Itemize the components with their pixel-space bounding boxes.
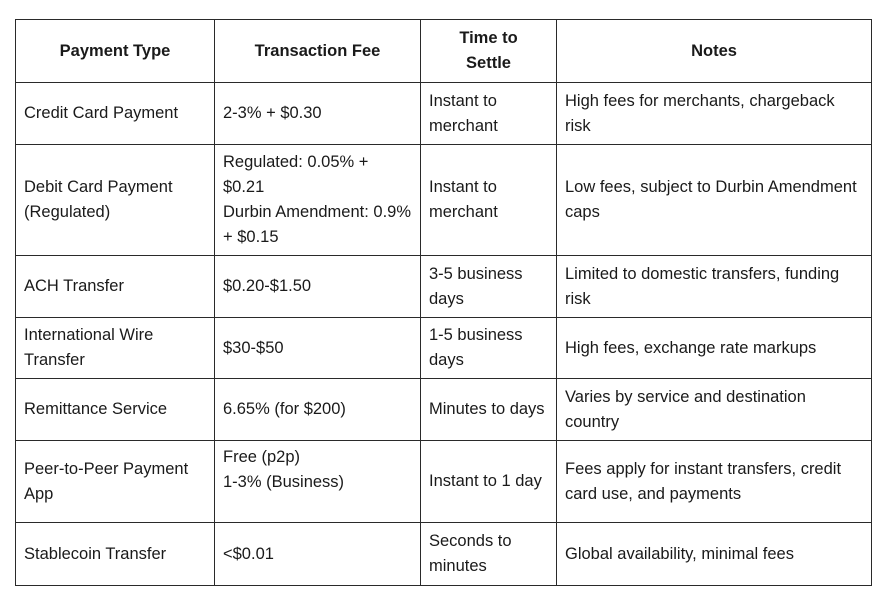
table-row (16, 256, 872, 318)
header-payment-type: Payment Type (16, 20, 215, 83)
table-row (16, 379, 872, 441)
notes-cell: Low fees, subject to Durbin Amendment caps (557, 145, 872, 256)
settle-time-cell: Instant to merchant (421, 145, 557, 256)
settle-time-cell: 3-5 business days (421, 256, 557, 318)
fee-line: 1-3% (Business) (223, 473, 345, 491)
fee-line: 6.65% (for $200) (223, 400, 346, 418)
fee-line: Regulated: 0.05% + $0.21 (223, 153, 369, 196)
transaction-fee-cell (215, 256, 421, 318)
notes-cell: Limited to domestic transfers, funding risk (557, 256, 872, 318)
payment-type-cell: Stablecoin Transfer (16, 523, 215, 586)
notes-cell: High fees, exchange rate markups (557, 318, 872, 379)
table-row (16, 145, 872, 256)
fee-line: <$0.01 (223, 544, 274, 563)
settle-time-cell: 1-5 business days (421, 318, 557, 379)
transaction-fee-cell (215, 523, 421, 586)
transaction-fee-cell (215, 145, 421, 256)
transaction-fee-cell (215, 83, 421, 145)
table-row (16, 83, 872, 145)
header-time-to-settle: Time to Settle (421, 20, 557, 83)
transaction-fee-cell (215, 441, 421, 523)
settle-time-cell: Instant to merchant (421, 83, 557, 145)
table-row (16, 523, 872, 586)
notes-cell: Fees apply for instant transfers, credit card use, and payments (557, 441, 872, 523)
header-notes: Notes (557, 20, 872, 83)
notes-cell: Global availability, minimal fees (557, 523, 872, 586)
fee-line: 2-3% + $0.30 (223, 104, 322, 122)
header-row (16, 20, 872, 83)
transaction-fee-cell (215, 379, 421, 441)
payment-type-cell: Debit Card Payment (Regulated) (16, 145, 215, 256)
transaction-fee-cell (215, 318, 421, 379)
payment-comparison-table (15, 19, 872, 586)
notes-cell: High fees for merchants, chargeback risk (557, 83, 872, 145)
payment-type-cell: ACH Transfer (16, 256, 215, 318)
notes-cell: Varies by service and destination country (557, 379, 872, 441)
payment-type-cell: International Wire Transfer (16, 318, 215, 379)
settle-time-cell: Minutes to days (421, 379, 557, 441)
settle-time-cell: Seconds to minutes (421, 523, 557, 586)
table-row (16, 318, 872, 379)
table-row (16, 441, 872, 523)
payment-type-cell: Peer-to-Peer Payment App (16, 441, 215, 523)
fee-line: $30-$50 (223, 338, 284, 357)
settle-time-cell: Instant to 1 day (421, 441, 557, 523)
header-transaction-fee: Transaction Fee (215, 20, 421, 83)
fee-line: Free (p2p) (223, 448, 301, 466)
fee-line: Durbin Amendment: 0.9% + $0.15 (223, 203, 412, 246)
fee-line: $0.20-$1.50 (223, 277, 312, 295)
payment-type-cell: Remittance Service (16, 379, 215, 441)
payment-type-cell: Credit Card Payment (16, 83, 215, 145)
